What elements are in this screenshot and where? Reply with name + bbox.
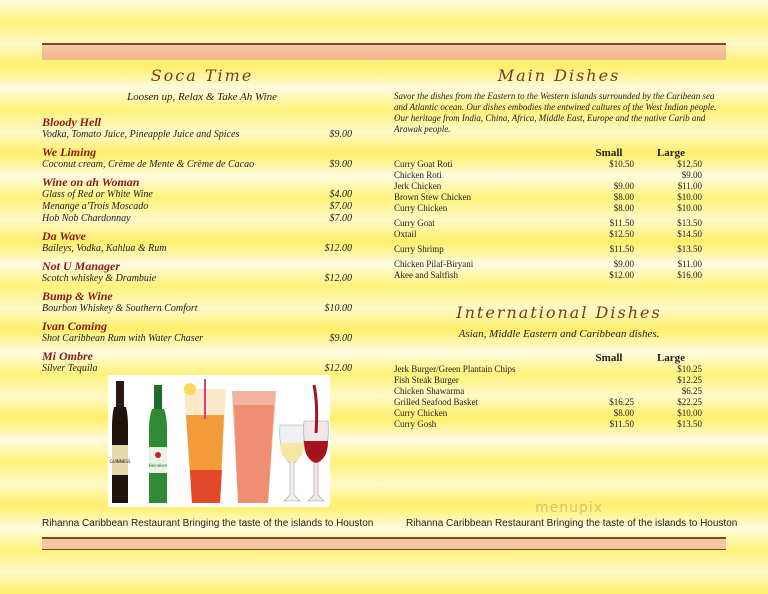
drink-item [42,159,362,171]
main-dishes-section [394,62,724,430]
drink-price: $7.00 [329,201,352,212]
dish-row [394,244,724,255]
dish-small-price: $9.00 [613,181,634,191]
drink-item [42,363,362,375]
drink-desc: Shot Caribbean Rum with Water Chaser [42,333,204,344]
dish-small-price: $11.50 [609,218,634,228]
dish-large-price: $12.25 [677,375,702,385]
drink-desc: Glass of Red or White Wine [42,189,153,200]
drink-item [42,201,362,213]
dish-row [394,218,724,229]
drink-desc: Hob Nob Chardonnay [42,213,131,224]
drink-name: Mi Ombre [42,349,93,363]
dish-small-price [579,375,634,386]
dish-large-price: $11.00 [677,259,702,269]
drink-price: $9.00 [329,159,352,170]
drink-price: $7.00 [329,213,352,224]
dish-row [394,375,724,386]
dish-name: Oxtail [394,229,417,239]
spacer [394,281,724,299]
dish-name: Akee and Saltfish [394,270,458,280]
dish-small-price: $10.50 [609,159,634,169]
drink-desc: Silver Tequila [42,363,98,374]
dish-small-price: $8.00 [613,192,634,202]
heineken-label: Heineken [148,463,168,468]
dish-name: Grilled Seafood Basket [394,397,478,407]
drink-desc: Menange a'Trois Moscado [42,201,149,212]
dish-large-price: $10.25 [677,364,702,374]
drink-price: $12.00 [324,273,352,284]
drink-name: Bump & Wine [42,289,113,303]
dish-row [394,181,724,192]
dish-large-price: $6.25 [681,386,702,396]
soca-time-section [42,62,362,375]
dish-name: Curry Chicken [394,408,448,418]
drink-desc: Vodka, Tomato Juice, Pineapple Juice and Spices [42,129,240,140]
dish-row [394,386,724,397]
dish-row [394,270,724,281]
drink-price: $9.00 [329,129,352,140]
dish-large-price: $16.00 [677,270,702,280]
drink-name: Wine on ah Woman [42,175,140,189]
soca-time-subtitle: Loosen up, Relax & Take Ah Wine [126,91,277,103]
drink-item [42,273,362,285]
dish-small-price: $8.00 [613,203,634,213]
dish-row [394,408,724,419]
main-dishes-intro: Savor the dishes from the Eastern to the Western islands surrounded by the Caribean sea and Atlantic ocean. Our dishes embodies the entwined cultures of the West Indian people. Our heritage from India, China, Africa, Middle East, Europe and the native Carib and Arawak people. [394,91,717,134]
dish-name: Curry Gosh [394,419,437,429]
international-dishes-title: International Dishes [456,303,662,322]
dish-name: Brown Stew Chicken [394,192,471,202]
dish-row [394,259,724,270]
dish-large-price: $10.00 [677,408,702,418]
soca-time-title: Soca Time [150,66,254,85]
drink-name: Not U Manager [42,259,121,273]
col-large-label: Large [656,147,686,159]
dish-large-price: $13.50 [677,244,702,254]
drinks-photo [108,375,330,507]
dish-small-price: $11.50 [609,244,634,254]
footer-right-tagline: Rihanna Caribbean Restaurant Bringing the taste of the islands to Houston [406,518,738,529]
dish-small-price: $9.00 [613,259,634,269]
dish-small-price [579,386,634,397]
drink-item [42,213,362,225]
dish-row [394,159,724,170]
drink-price: $12.00 [324,243,352,254]
drink-name: Bloody Hell [42,115,101,129]
dish-large-price: $13.50 [677,419,702,429]
drink-name: We Liming [42,145,97,159]
dish-large-price: $11.00 [677,181,702,191]
dish-row [394,419,724,430]
dish-name: Curry Shrimp [394,244,444,254]
dish-name: Chicken Roti [394,170,442,180]
dish-large-price: $14.50 [677,229,702,239]
drink-desc: Scotch whiskey & Drambuie [42,273,157,284]
footer-left-tagline: Rihanna Caribbean Restaurant Bringing the taste of the islands to Houston [42,518,374,529]
dish-small-price: $12.50 [609,229,634,239]
dish-row [394,170,724,181]
drink-desc: Baileys, Vodka, Kahlua & Rum [42,243,167,254]
drink-item [42,189,362,201]
dish-name: Chicken Pilaf-Biryani [394,259,474,269]
col-large-label: Large [656,352,686,364]
top-decorative-bar [42,43,726,60]
dish-name: Fish Steak Burger [394,375,459,385]
dish-small-price: $16.25 [609,397,634,407]
drink-name: Ivan Coming [42,319,108,333]
dish-large-price: $9.00 [681,170,702,180]
drink-desc: Bourbon Whiskey & Southern Comfort [42,303,198,314]
dish-large-price: $22.25 [677,397,702,407]
col-small-label: Small [595,352,623,364]
drink-price: $9.00 [329,333,352,344]
dish-small-price: $8.00 [613,408,634,418]
menupix-watermark: menupix [535,500,604,516]
dish-row [394,397,724,408]
dish-small-price: $11.50 [609,419,634,429]
main-dishes-header [394,147,724,159]
dish-row [394,364,724,375]
dish-name: Chicken Shawarma [394,386,465,396]
dish-large-price: $10.00 [677,192,702,202]
dish-row [394,192,724,203]
drink-item [42,333,362,345]
dish-row [394,203,724,214]
drink-item [42,129,362,141]
drink-desc: Coconut cream, Crème de Mente & Crème de Cacao [42,159,255,170]
dish-large-price: $10.00 [677,203,702,213]
dish-row [394,229,724,240]
international-dishes-header [394,352,724,364]
drink-price: $12.00 [324,363,352,374]
dish-large-price: $12.50 [677,159,702,169]
main-dishes-title: Main Dishes [497,66,621,85]
dish-name: Jerk Burger/Green Plantain Chips [394,364,516,374]
drink-item [42,303,362,315]
col-small-label: Small [595,147,623,159]
dish-small-price [579,364,634,375]
dish-name: Curry Goat Roti [394,159,453,169]
drink-item [42,243,362,255]
bottom-decorative-bar [42,537,726,550]
dish-small-price [579,170,634,181]
dish-name: Curry Chicken [394,203,448,213]
dish-name: Jerk Chicken [394,181,442,191]
international-dishes-subtitle: Asian, Middle Eastern and Caribbean dishes. [458,328,660,340]
drink-price: $10.00 [324,303,352,314]
drink-name: Da Wave [42,229,86,243]
guinness-label: GUINNESS [109,459,131,464]
dish-small-price: $12.00 [609,270,634,280]
dish-name: Curry Goat [394,218,435,228]
drink-price: $4.00 [329,189,352,200]
dish-large-price: $13.50 [677,218,702,228]
